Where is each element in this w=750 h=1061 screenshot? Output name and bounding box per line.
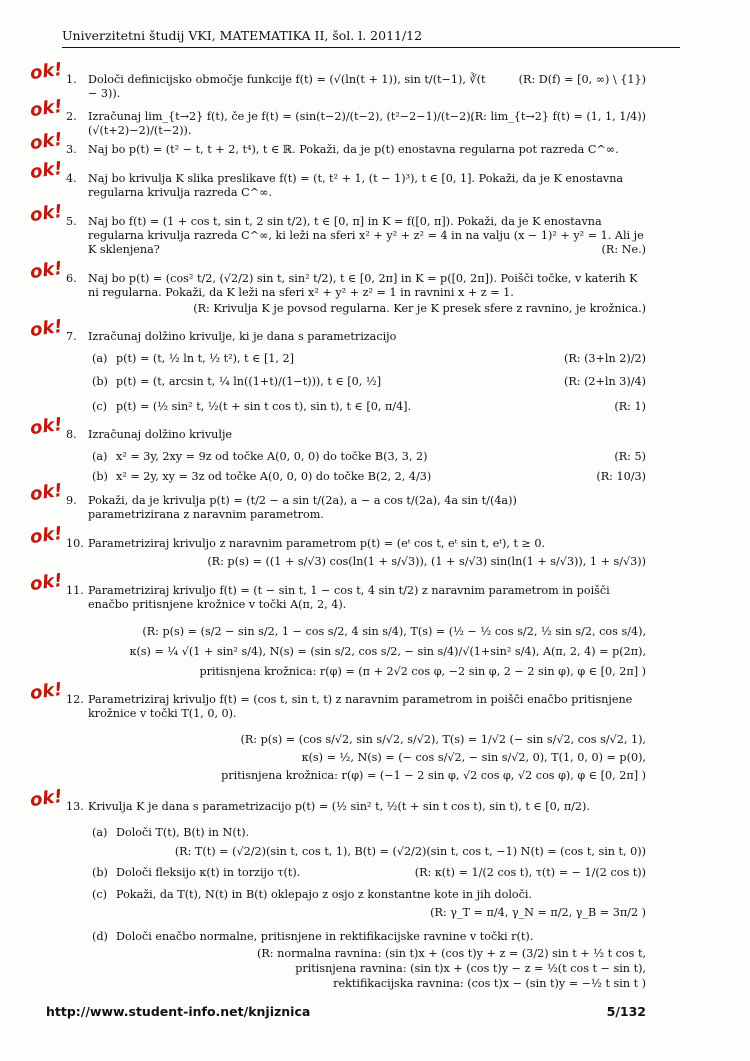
answer: (R: lim_{t→2} f(t) = (1, 1, 1/4)) <box>470 110 646 123</box>
ok-mark: ok! <box>28 58 64 85</box>
answer-block: (R: γ_T = π/4, γ_N = π/2, γ_B = 3π/2 ) <box>430 906 646 919</box>
exam-page: Univerzitetni študij VKI, MATEMATIKA II, šol. l. 2011/12 ok! 1. Določi definicijsko območje funkcije f(t) = (√(ln(t + 1)), sin t/(t−1), ∛(t − 3)). (R: D(f) = [0, ∞) \ {1}) ok! 2. Izračunaj lim_{t→2} f(t), če je f(t) = (sin(t−2)/(t−2), (t²−2−1)/(t−2), (√(t+2)−2)/(t−2)). (R: lim_{t→2} f(t) = (1, 1, 1/4)) ok! 3. Naj bo p(t) = (t² − t, t + 2, t⁴), t ∈ ℝ. Pokaži, da je p(t) enostavna regularna pot razreda C^∞. ok! 4. Naj bo krivulja K slika preslikave f(t) = (t, t² + 1, (t − 1)³), t ∈ [0, 1]. Pokaži, da je K enostavna regularna krivulja razreda C^∞. ok! 5. Naj bo f(t) = (1 + cos t, sin t, 2 sin t/2), t ∈ [0, π] in K = f([0, π]). Pokaži, da je K enostavna regularna krivulja razreda C^∞, ki leži na sferi x² + y² + z² = 4 in na valju (x − 1)² + y² = 1. Ali je K sklenjena? (R: Ne.) ok! 6. Naj bo p(t) = (cos² t/2, (√2/2) sin t, sin² t/2), t ∈ [0, 2π] in K = p([0, 2π]). Poišči točke, v katerih K ni regularna. Pokaži, da K leži na sferi x² + y² + z² = 1 in ravnini x + z = 1. (R: Krivulja K je povsod regularna. Ker je K presek sfere z ravnino, je krožnica.) ok! 7. Izračunaj dolžino krivulje, ki je dana s parametrizacijo (a) p(t) = (t, ½ ln t, ½ t²), t ∈ [1, 2] (R: (3+ln 2)/2) (b) p(t) = (t, arcsin t, ¼ ln((1+t)/(1−t))), t ∈ [0, ½] (R: (2+ln 3)/4) (c) p(t) = (½ sin² t, ½(t + sin t cos t), sin t), t ∈ [0, π/4]. (R: 1) ok! 8. Izračunaj dolžino krivulje (a) x² = 3y, 2xy = 9z od točke A(0, 0, 0) do točke B(3, 3, 2) (R: 5) (b) x² = 2y, xy = 3z od točke A(0, 0, 0) do točke B(2, 2, 4/3) (R: 10/3) ok! 9. Pokaži, da je krivulja p(t) = (t/2 − a sin t/(2a), a − a cos t/(2a), 4a sin t/(4a)) parametrizirana z naravnim parametrom. ok! 10. Parametriziraj krivuljo z naravnim parametrom p(t) = (eᵗ cos t, eᵗ sin t, eᵗ), t ≥ 0. (R: p(s) = ((1 + s/√3) cos(ln(1 + s/√3)), (1 + s/√3) sin(ln(1 + s/√3)), 1 + s/√3)) ok! 11. Parametriziraj krivuljo f(t) = (t − sin t, 1 − cos t, 4 sin t/2) z naravnim parametrom in poišči enačbo pritisnjene krožnice v točki A(π, 2, 4). (R: p(s) = (s/2 − sin s/2, 1 − cos s/2, 4 sin s/4), T(s) = (½ − ½ cos s/2, ½ sin s/2, cos s/4), κ(s) = ¼ √(1 + sin² s/4), N(s) = (sin s/2, cos s/2, − sin s/4)/√(1+sin² s/4), A(π, 2, 4) = p(2π), pritisnjena krožnica: r(φ) = (π + 2√2 cos φ, −2 sin φ, 2 − 2 sin φ), φ ∈ [0, 2π] ) ok! 12. Parametriziraj krivuljo f(t) = (cos t, sin t, t) z naravnim parametrom in poišči enačbo pritisnjene krožnice v točki T(1, 0, 0). (R: p(s) = (cos s/√2, sin s/√2, s/√2), T(s) = 1/√2 (− sin s/√2, cos s/√2, 1), κ(s) = ½, N(s) = (− cos s/√2, − sin s/√2, 0), T(1, 0, 0) = p(0), pritisnjena krožnica: r(φ) = (−1 − 2 sin φ, √2 cos φ, √2 cos φ), φ ∈ [0, 2π] ) ok! 13. Krivulja K je dana s parametrizacijo p(t) = (½ sin² t, ½(t + sin t cos t), sin t), t ∈ [0, π/2). (a) Določi T(t), B(t) in N(t). (R: T(t) = (√2/2)(sin t, cos t, 1), B(t) = (√2/2)(sin t, cos t, −1) N(t) = (cos t, sin t, 0)) (b) Določi fleksijo κ(t) in torzijo τ(t). (R: κ(t) = 1/(2 cos t), τ(t) = − 1/(2 cos t)) (c) Pokaži, da T(t), N(t) in B(t) oklepajo z osjo z konstantne kote in jih določi. (R: γ_T = π/4, γ_N = π/2, γ_B = 3π/2 ) (d) Določi enačbo normalne, pritisnjene in rektifikacijske ravnine v točki r(t). (R: normalna ravnina: (sin t)x + (cos t)y + z = (3/2) sin t + ½ t cos t, pritisnjena ravnina: (sin t)x + (cos t)y − z = ½(t cos t − sin t), rektifikacijska ravnina: (cos t)x − (sin t)y = −½ t sin t ) http://www.student-info.net/knjiznica 5/132 <box>0 0 750 1061</box>
ok-mark: ok! <box>28 315 64 342</box>
ok-mark: ok! <box>28 522 64 549</box>
page-number: 5/132 <box>606 1004 646 1019</box>
answer: (R: Ne.) <box>601 243 646 256</box>
page-header: Univerzitetni študij VKI, MATEMATIKA II, šol. l. 2011/12 <box>62 28 680 48</box>
source-link[interactable]: http://www.student-info.net/knjiznica <box>46 1004 311 1019</box>
answer: (R: 10/3) <box>596 470 646 483</box>
answer: (R: (2+ln 3)/4) <box>563 375 646 388</box>
answer: (R: D(f) = [0, ∞) \ {1}) <box>518 73 646 86</box>
ok-mark: ok! <box>28 569 64 596</box>
ok-mark: ok! <box>28 785 64 812</box>
answer-block: (R: normalna ravnina: (sin t)x + (cos t)y + z = (3/2) sin t + ½ t cos t, pritisnjena ravnina: (sin t)x + (cos t)y − z = ½(t cos t − sin t), rektifikacijska ravnina: (cos t)x − (sin t)y = −½ t sin t ) <box>257 947 646 990</box>
answer-block: (R: T(t) = (√2/2)(sin t, cos t, 1), B(t) = (√2/2)(sin t, cos t, −1) N(t) = (cos t, sin t, 0)) <box>174 845 646 858</box>
ok-mark: ok! <box>28 479 64 506</box>
answer: (R: Krivulja K je povsod regularna. Ker je K presek sfere z ravnino, je krožnica.) <box>193 302 646 315</box>
answer-block: (R: p(s) = (s/2 − sin s/2, 1 − cos s/2, 4 sin s/4), T(s) = (½ − ½ cos s/2, ½ sin s/2, cos s/4), κ(s) = ¼ √(1 + sin² s/4), N(s) = (sin s/2, cos s/2, − sin s/4)/√(1+sin² s/4), A(π, 2, 4) = p(2π), pritisnjena krožnica: r(φ) = (π + 2√2 cos φ, −2 sin φ, 2 − 2 sin φ), φ ∈ [0, 2π] ) <box>129 625 646 678</box>
ok-mark: ok! <box>28 257 64 284</box>
answer: (R: (3+ln 2)/2) <box>563 352 646 365</box>
answer-block: (R: p(s) = (cos s/√2, sin s/√2, s/√2), T(s) = 1/√2 (− sin s/√2, cos s/√2, 1), κ(s) = ½, N(s) = (− cos s/√2, − sin s/√2, 0), T(1, 0, 0) = p(0), pritisnjena krožnica: r(φ) = (−1 − 2 sin φ, √2 cos φ, √2 cos φ), φ ∈ [0, 2π] ) <box>221 733 646 782</box>
ok-mark: ok! <box>28 128 64 155</box>
answer: (R: 1) <box>614 400 646 413</box>
ok-mark: ok! <box>28 157 64 184</box>
answer: (R: κ(t) = 1/(2 cos t), τ(t) = − 1/(2 cos t)) <box>414 866 646 879</box>
ok-mark: ok! <box>28 95 64 122</box>
ok-mark: ok! <box>28 413 64 440</box>
answer-block: (R: p(s) = ((1 + s/√3) cos(ln(1 + s/√3)), (1 + s/√3) sin(ln(1 + s/√3)), 1 + s/√3)) <box>207 555 646 568</box>
answer: (R: 5) <box>614 450 646 463</box>
ok-mark: ok! <box>28 200 64 227</box>
ok-mark: ok! <box>28 678 64 705</box>
page-footer <box>46 1004 646 1019</box>
